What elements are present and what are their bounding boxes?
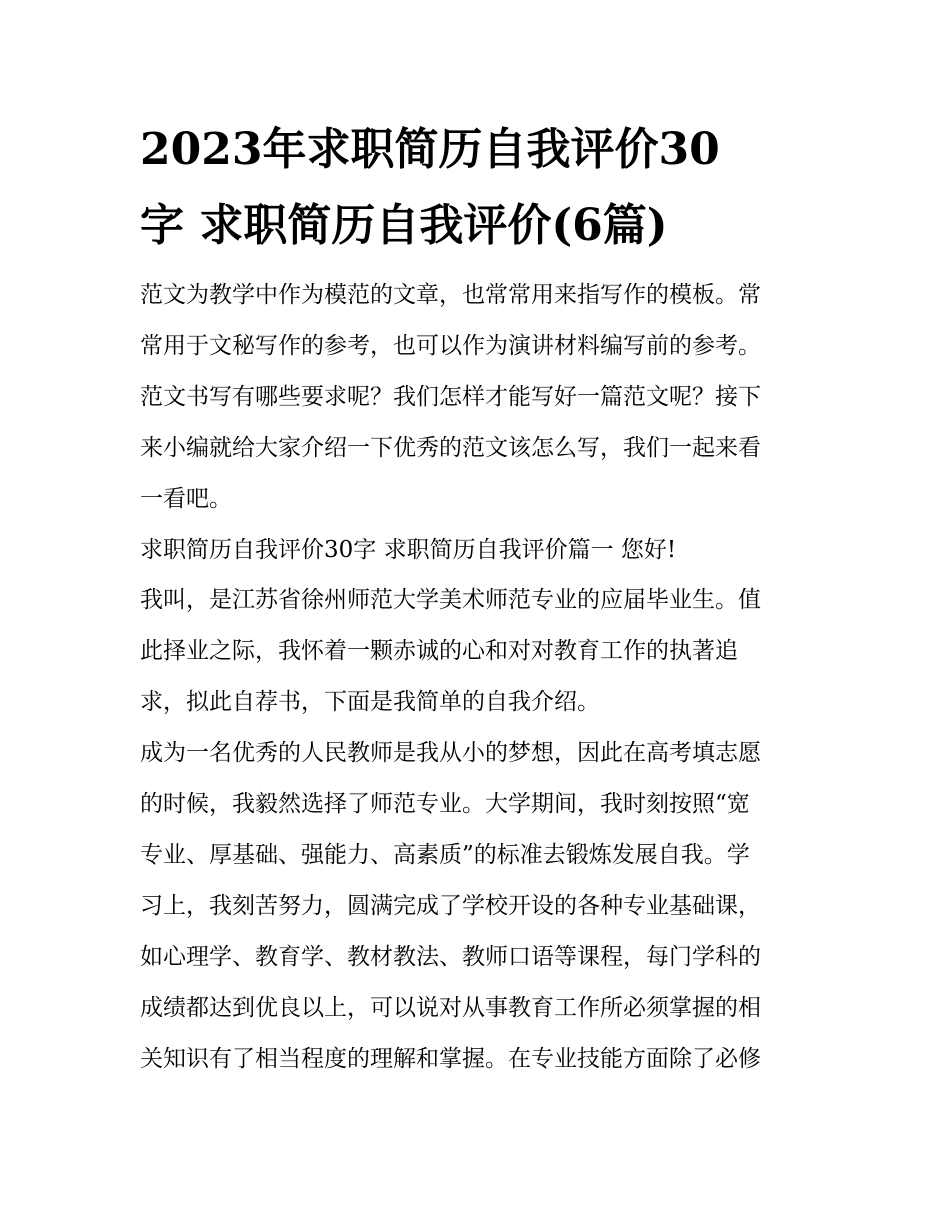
text-line: 一看吧。 [140, 485, 232, 512]
text-line: 常用于文秘写作的参考，也可以作为演讲材料编写前的参考。 [140, 332, 761, 359]
text-line: 来小编就给大家介绍一下优秀的范文该怎么写，我们一起来看 [140, 434, 761, 461]
text-line: 范文书写有哪些要求呢？我们怎样才能写好一篇范文呢？接下 [140, 383, 761, 410]
title-line: 2023年求职简历自我评价30 [140, 124, 720, 175]
education-paragraph [140, 728, 812, 1084]
text-line: 成绩都达到优良以上，可以说对从事教育工作所必须掌握的相 [140, 994, 761, 1021]
text-line: 如心理学、教育学、教材教法、教师口语等课程，每门学科的 [140, 943, 761, 970]
text-line: 成为一名优秀的人民教师是我从小的梦想，因此在高考填志愿 [140, 740, 761, 767]
self-intro-paragraph [140, 575, 812, 728]
page-title [140, 112, 812, 264]
title-line: 字 求职简历自我评价(6篇) [140, 200, 668, 251]
text-line: 我叫，是江苏省徐州师范大学美术师范专业的应届毕业生。值 [140, 587, 761, 614]
text-line: 求职简历自我评价30字 求职简历自我评价篇一 您好! [140, 536, 677, 563]
text-line: 关知识有了相当程度的理解和掌握。在专业技能方面除了必修 [140, 1045, 761, 1072]
text-line: 专业、厚基础、强能力、高素质”的标准去锻炼发展自我。学 [140, 841, 750, 868]
text-line: 范文为教学中作为模范的文章，也常常用来指写作的模板。常 [140, 282, 761, 308]
section-heading-paragraph [140, 525, 812, 576]
text-line: 求，拟此自荐书，下面是我简单的自我介绍。 [140, 689, 600, 716]
text-line: 习上，我刻苦努力，圆满完成了学校开设的各种专业基础课， [140, 892, 761, 919]
text-line: 的时候，我毅然选择了师范专业。大学期间，我时刻按照“宽 [140, 791, 750, 818]
intro-paragraph [140, 270, 812, 525]
document-content [140, 112, 812, 1085]
text-line: 此择业之际，我怀着一颗赤诚的心和对对教育工作的执著追 [140, 638, 738, 665]
